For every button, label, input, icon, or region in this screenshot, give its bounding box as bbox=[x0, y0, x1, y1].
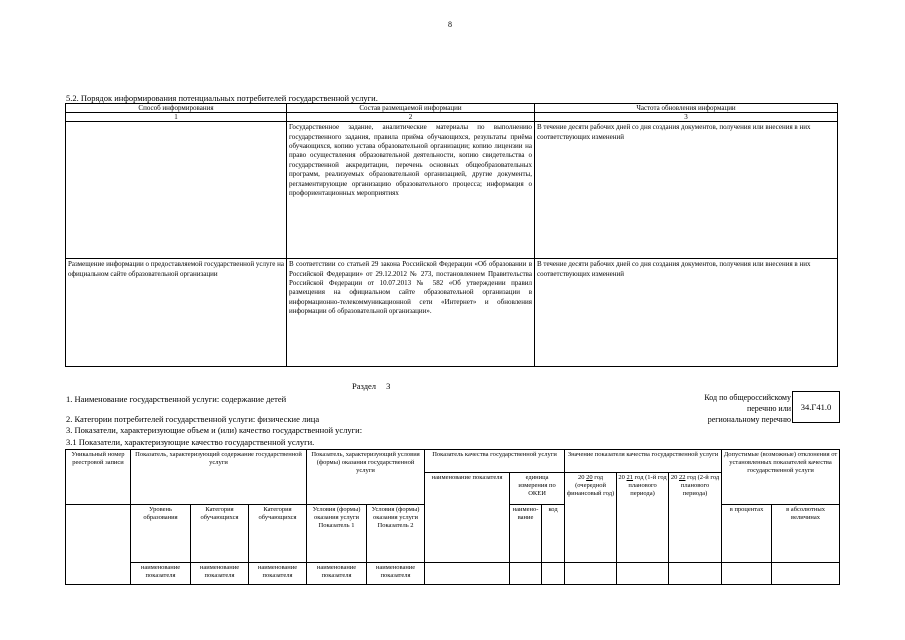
header-content-indicator: Показатель, характеризующий содержание государственной услуги bbox=[131, 450, 307, 505]
empty-cell bbox=[772, 563, 840, 585]
table-row bbox=[66, 122, 838, 259]
col-number: 3 bbox=[535, 113, 838, 122]
registry-code-value: 34.Г41.0 bbox=[800, 402, 832, 412]
table-header-row bbox=[66, 104, 838, 113]
empty-cell bbox=[542, 563, 565, 585]
header-method: Способ информирования bbox=[66, 104, 287, 113]
informing-table bbox=[65, 103, 838, 367]
section-5-2-title: 5.2. Порядок информирования потенциальных потребителей государственной услуги. bbox=[66, 93, 378, 103]
content-cell: В соответствии со статьей 29 закона Российской Федерации «Об образовании в Российской Федерации» от 29.12.2012 № 273, постановлением Правительства Российской Федерации от 10.07.2013 № 582 «Об утверждении правил размещения на официальном сайте образовательной организации в информационно-телекоммуникационной сети «Интернет» и обновления информации об образовательной организации». bbox=[287, 259, 535, 367]
quality-indicators-heading: 3.1 Показатели, характеризующие качество государственной услуги. bbox=[66, 437, 315, 447]
indicators-heading: 3. Показатели, характеризующие объем и (или) качество государственной услуги: bbox=[66, 425, 363, 435]
header-condition-2: Условия (формы) оказания услуги Показатель 2 bbox=[367, 505, 425, 563]
content-cell: Государственное задание, аналитические материалы по выполнению государственного задания, правила приёма обучающихся, результаты приёма обучающихся, копию устава образовательной организации; копию лицензии на право осуществления образовательной деятельности, копию свидетельства о государственной аккредитации, перечень основных общеобразовательных программ, реализуемых образовательной организацией, другие документы, регламентирующие организацию образовательного процесса; информация о профориентационных мероприятиях bbox=[287, 122, 535, 259]
empty-cell bbox=[617, 563, 669, 585]
header-deviation-absolute: в абсолютных величинах bbox=[772, 505, 840, 563]
header-quality-value: Значение показателя качества государственной услуги bbox=[565, 450, 722, 473]
consumer-category: 2. Категории потребителей государственной услуги: физические лица bbox=[66, 414, 320, 424]
section-title: Раздел 3 bbox=[352, 381, 391, 391]
empty-cell bbox=[565, 563, 617, 585]
table-row bbox=[66, 563, 840, 585]
empty-cell bbox=[669, 563, 722, 585]
indicator-name-label: наименование показателя bbox=[249, 563, 307, 585]
page-number: 8 bbox=[448, 20, 452, 29]
quality-table bbox=[65, 449, 840, 585]
empty-cell bbox=[510, 563, 542, 585]
empty-cell bbox=[722, 563, 772, 585]
col-number: 1 bbox=[66, 113, 287, 122]
header-level: Уровень образования bbox=[131, 505, 191, 563]
code-label-line: перечню или bbox=[746, 403, 791, 413]
header-unique-number: Уникальный номер реестровой записи bbox=[66, 450, 131, 505]
indicator-name-label: наименование показателя bbox=[131, 563, 191, 585]
header-content: Состав размещаемой информации bbox=[287, 104, 535, 113]
table-number-row bbox=[66, 113, 838, 122]
registry-code-box bbox=[792, 391, 840, 423]
frequency-cell: В течение десяти рабочих дней со дня создания документов, получения или внесения в них соответствующих изменений bbox=[535, 259, 838, 367]
header-year-3: 20 22 год (2-й год планового периода) bbox=[669, 473, 722, 563]
header-quality-indicator: Показатель качества государственной услуги bbox=[425, 450, 565, 473]
header-condition-1: Условия (формы) оказания услуги Показатель 1 bbox=[307, 505, 367, 563]
header-conditions-indicator: Показатель, характеризующий условия (формы) оказания государственной услуги bbox=[307, 450, 425, 505]
header-deviation: Допустимые (возможные) отклонения от установленных показателей качества государственной услуги bbox=[722, 450, 840, 505]
header-year-1: 20 20 год (очередной финансовый год) bbox=[565, 473, 617, 563]
indicator-name-label: наименование показателя bbox=[307, 563, 367, 585]
col-number: 2 bbox=[287, 113, 535, 122]
unique-number-cell bbox=[66, 505, 131, 585]
frequency-cell: В течение десяти рабочих дней со дня создания документов, получения или внесения в них соответствующих изменений bbox=[535, 122, 838, 259]
service-name: 1. Наименование государственной услуги: содержание детей bbox=[66, 394, 287, 404]
header-indicator-name: наименование показателя bbox=[425, 473, 510, 563]
header-unit-name: наимено-вание bbox=[510, 505, 542, 563]
indicator-name-label: наименование показателя bbox=[191, 563, 249, 585]
header-year-2: 20 21 год (1-й год планового периода) bbox=[617, 473, 669, 563]
header-deviation-percent: в процентах bbox=[722, 505, 772, 563]
method-cell: Размещение информации о предоставляемой государственной услуге на официальном сайте образовательной организации bbox=[66, 259, 287, 367]
registry-code-label bbox=[704, 393, 791, 425]
header-category-2: Категория обучающихся bbox=[249, 505, 307, 563]
table-header-row bbox=[66, 450, 840, 473]
header-category-1: Категория обучающихся bbox=[191, 505, 249, 563]
empty-cell bbox=[425, 563, 510, 585]
table-row bbox=[66, 259, 838, 367]
header-unit-code: код bbox=[542, 505, 565, 563]
header-unit: единица измерения по ОКЕИ bbox=[510, 473, 565, 505]
header-frequency: Частота обновления информации bbox=[535, 104, 838, 113]
code-label-line: Код по общероссийскому bbox=[704, 393, 791, 402]
indicator-name-label: наименование показателя bbox=[367, 563, 425, 585]
method-cell bbox=[66, 122, 287, 259]
code-label-line: региональному перечню bbox=[707, 414, 791, 424]
